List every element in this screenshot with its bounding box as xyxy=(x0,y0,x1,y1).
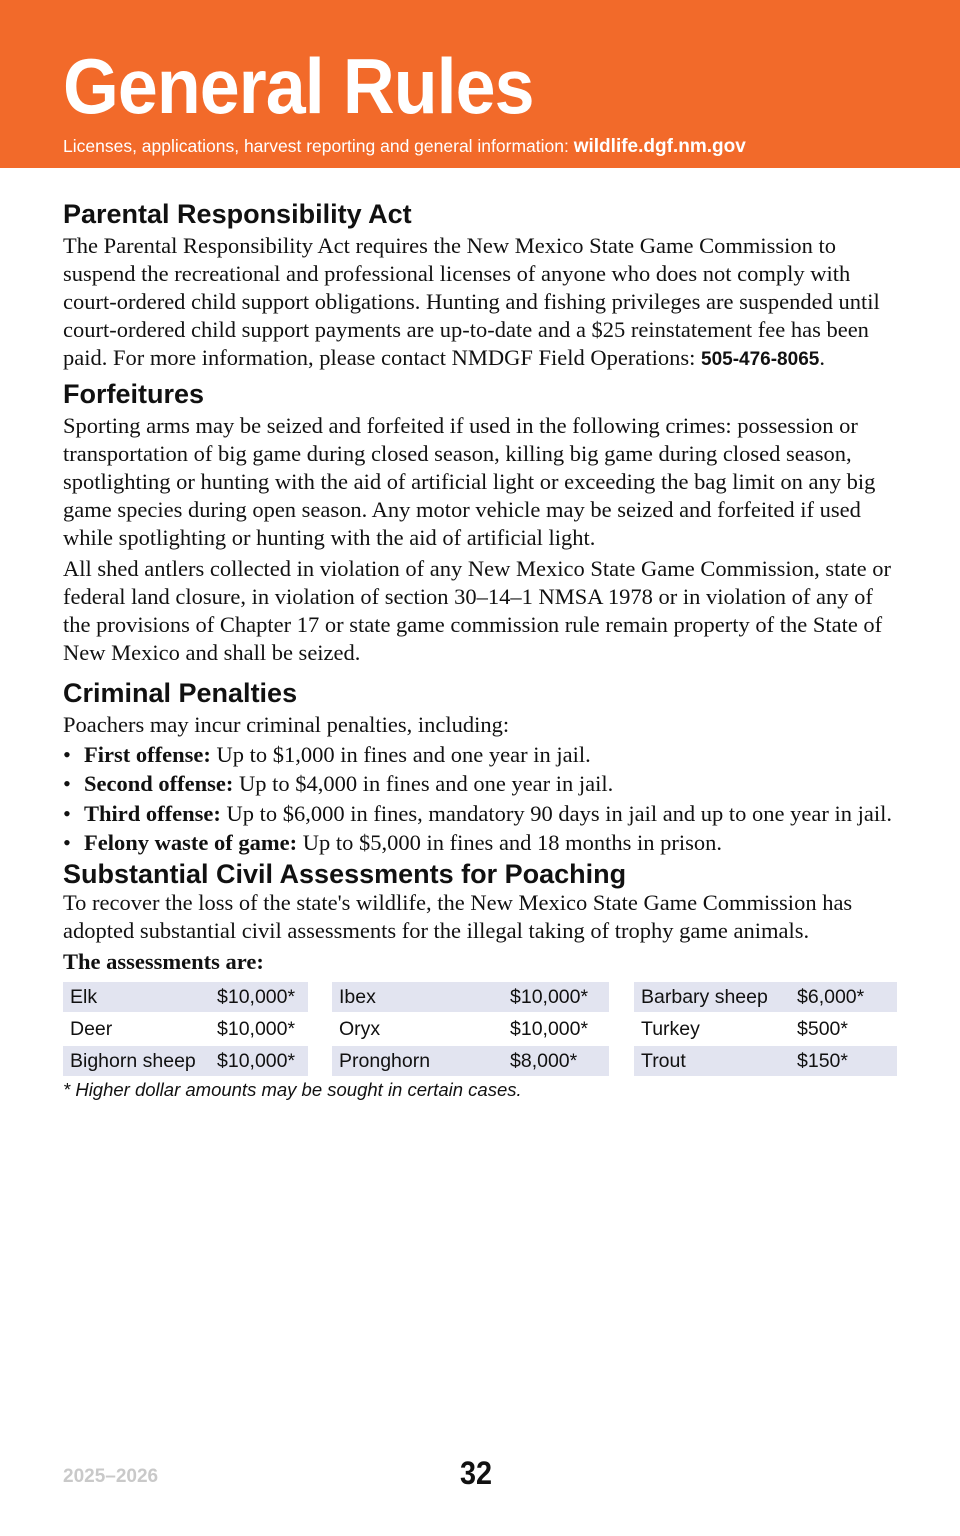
penalty-text: Up to $1,000 in fines and one year in jail. xyxy=(210,742,591,767)
assessment-table xyxy=(634,982,897,1078)
penalty-text: Up to $4,000 in fines and one year in jail. xyxy=(233,771,614,797)
amount-cell: $10,000* xyxy=(503,982,609,1014)
website-link[interactable]: wildlife.dgf.nm.gov xyxy=(573,136,746,157)
assessment-table xyxy=(332,982,609,1078)
animal-cell: Trout xyxy=(634,1046,790,1078)
main-content xyxy=(63,196,903,1102)
assessment-tables xyxy=(63,982,903,1078)
assessment-footnote: * Higher dollar amounts may be sought in certain cases. xyxy=(63,1079,522,1101)
animal-cell: Turkey xyxy=(634,1014,790,1046)
penalty-text: Up to $6,000 in fines, mandatory 90 days in jail and up to one year in jail. xyxy=(220,800,892,826)
animal-cell: Bighorn sheep xyxy=(63,1046,210,1078)
assessments-label: The assessments are: xyxy=(63,949,264,975)
footer-year: 2025–2026 xyxy=(63,1466,159,1487)
table-row xyxy=(63,1046,308,1078)
header-subtitle xyxy=(63,134,746,159)
animal-cell: Oryx xyxy=(332,1014,503,1046)
animal-cell: Pronghorn xyxy=(332,1046,503,1078)
table-row xyxy=(332,1046,609,1078)
animal-cell: Barbary sheep xyxy=(634,982,790,1014)
penalty-label: Second offense: xyxy=(84,771,234,797)
assessment-table xyxy=(63,982,308,1078)
table-row xyxy=(634,1046,897,1078)
parental-end: . xyxy=(819,345,825,370)
list-item: • Felony waste of game: Up to $5,000 in fines and 18 months in prison. xyxy=(63,830,723,856)
amount-cell: $10,000* xyxy=(210,1046,308,1078)
table-row xyxy=(63,1014,308,1046)
table-row xyxy=(63,982,308,1014)
penalty-label: Third offense: xyxy=(84,800,221,826)
forfeitures-body-1: Sporting arms may be seized and forfeited if used in the following crimes: possession or transportation of big game during closed season, killing big game during closed season, spotlighting or hunting with the aid of artificial light or exceeding the bag limit on any big game species during open season. Any motor vehicle may be seized and forfeited if used while spotlighting or hunting with the aid of artificial light. xyxy=(63,413,876,550)
animal-cell: Deer xyxy=(63,1014,210,1046)
phone-number: 505-476-8065 xyxy=(701,349,820,370)
penalty-list xyxy=(63,741,903,857)
page-title: General Rules xyxy=(63,42,534,130)
animal-cell: Elk xyxy=(63,982,210,1014)
parental-text: The Parental Responsibility Act requires the New Mexico State Game Commission to suspend the recreational and professional licenses of anyone who does not comply with court-ordered child support obligations. Hunting and fishing privileges are suspended until court-ordered child support payments are up-to-date and a $25 reinstatement fee has been paid. For more information, please contact NMDGF Field Operations: xyxy=(63,233,880,370)
section-heading-civil: Substantial Civil Assessments for Poaching xyxy=(63,859,627,890)
penalty-label: First offense: xyxy=(84,742,211,767)
amount-cell: $10,000* xyxy=(210,982,308,1014)
table-row xyxy=(634,982,897,1014)
section-heading-criminal: Criminal Penalties xyxy=(63,678,298,708)
list-item: • Second offense: Up to $4,000 in fines and one year in jail. xyxy=(63,771,614,797)
civil-body: To recover the loss of the state's wildlife, the New Mexico State Game Commission has adopted substantial civil assessments for the illegal taking of trophy game animals. xyxy=(63,890,853,944)
penalty-label: Felony waste of game: xyxy=(84,830,298,856)
amount-cell: $150* xyxy=(790,1046,897,1078)
criminal-intro: Poachers may incur criminal penalties, including: xyxy=(63,712,510,737)
amount-cell: $6,000* xyxy=(790,982,897,1014)
table-row xyxy=(634,1014,897,1046)
amount-cell: $10,000* xyxy=(503,1014,609,1046)
amount-cell: $8,000* xyxy=(503,1046,609,1078)
page-header xyxy=(0,0,960,168)
table-row xyxy=(332,982,609,1014)
page-number: 32 xyxy=(460,1455,493,1491)
header-subtitle-text: Licenses, applications, harvest reporting and general information: xyxy=(63,136,574,156)
amount-cell: $10,000* xyxy=(210,1014,308,1046)
list-item: • Third offense: Up to $6,000 in fines, mandatory 90 days in jail and up to one year in jail. xyxy=(63,800,892,826)
amount-cell: $500* xyxy=(790,1014,897,1046)
animal-cell: Ibex xyxy=(332,982,503,1014)
section-heading-parental: Parental Responsibility Act xyxy=(63,199,412,229)
forfeitures-body-2: All shed antlers collected in violation of any New Mexico State Game Commission, state or federal land closure, in violation of section 30–14–1 NMSA 1978 or in violation of any of the provisions of Chapter 17 or state game commission rule remain property of the State of New Mexico and shall be seized. xyxy=(63,556,891,665)
list-item: • First offense: Up to $1,000 in fines and one year in jail. xyxy=(63,742,591,767)
table-row xyxy=(332,1014,609,1046)
penalty-text: Up to $5,000 in fines and 18 months in prison. xyxy=(297,830,723,856)
parental-body xyxy=(63,232,903,374)
section-heading-forfeitures: Forfeitures xyxy=(63,379,205,409)
